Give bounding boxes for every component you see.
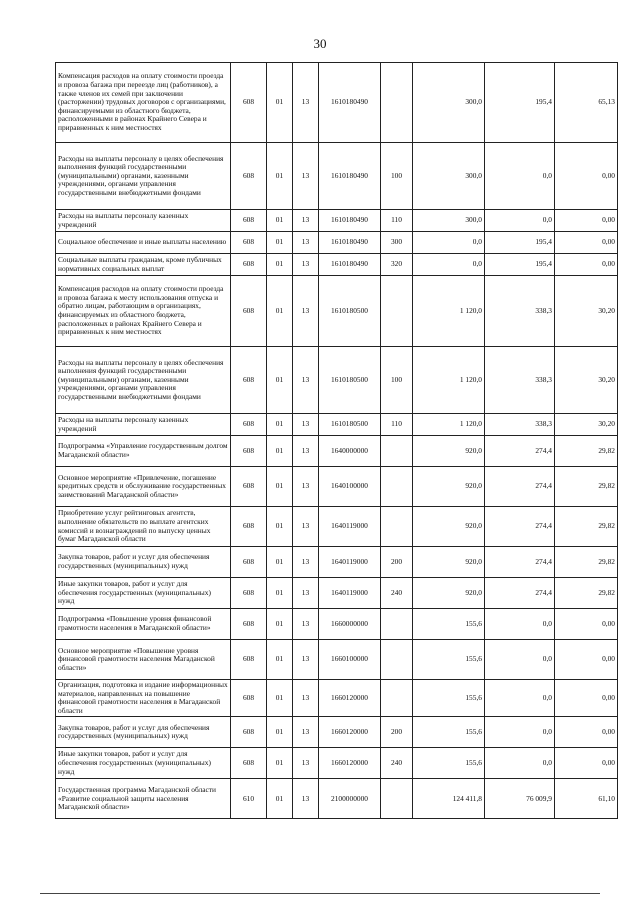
cell-ministry-code: 610 [231,779,267,819]
cell-execution-percent: 29,82 [555,547,618,578]
cell-executed-amount: 338,3 [485,347,555,414]
cell-ministry-code: 608 [231,276,267,347]
cell-execution-percent: 29,82 [555,436,618,467]
cell-executed-amount: 0,0 [485,210,555,232]
cell-subsection-code: 13 [293,210,319,232]
cell-section-code: 01 [267,414,293,436]
row-name: Закупка товаров, работ и услуг для обеспечения государственных (муниципальных) нужд [56,717,231,748]
cell-subsection-code: 13 [293,276,319,347]
budget-table-body [56,63,618,819]
cell-ministry-code: 608 [231,414,267,436]
row-name: Подпрограмма «Повышение уровня финансовой грамотности населения в Магаданской области» [56,609,231,640]
table-row [56,779,618,819]
row-name: Расходы на выплаты персоналу в целях обеспечения выполнения функций государственными (муниципальными) органами, казенными учреждениями, органами управления государственными внебюджетными фондами [56,347,231,414]
cell-section-code: 01 [267,347,293,414]
cell-subsection-code: 13 [293,232,319,254]
cell-target-article: 1640119000 [319,547,381,578]
table-row [56,414,618,436]
cell-subsection-code: 13 [293,748,319,779]
cell-expense-type: 240 [381,748,413,779]
cell-executed-amount: 0,0 [485,143,555,210]
cell-expense-type [381,276,413,347]
table-row [56,467,618,507]
cell-ministry-code: 608 [231,717,267,748]
cell-target-article: 2100000000 [319,779,381,819]
cell-section-code: 01 [267,507,293,547]
cell-ministry-code: 608 [231,680,267,717]
cell-target-article: 1610180500 [319,347,381,414]
cell-target-article: 1660120000 [319,748,381,779]
cell-execution-percent: 0,00 [555,254,618,276]
cell-subsection-code: 13 [293,717,319,748]
cell-target-article: 1660120000 [319,680,381,717]
cell-section-code: 01 [267,63,293,143]
row-name: Подпрограмма «Управление государственным долгом Магаданской области» [56,436,231,467]
table-row [56,254,618,276]
cell-target-article: 1660000000 [319,609,381,640]
cell-subsection-code: 13 [293,414,319,436]
cell-ministry-code: 608 [231,232,267,254]
table-row [56,578,618,609]
table-row [56,640,618,680]
cell-section-code: 01 [267,578,293,609]
cell-target-article: 1640119000 [319,507,381,547]
cell-section-code: 01 [267,210,293,232]
cell-subsection-code: 13 [293,143,319,210]
cell-subsection-code: 13 [293,436,319,467]
cell-subsection-code: 13 [293,578,319,609]
cell-executed-amount: 0,0 [485,680,555,717]
cell-planned-amount: 1 120,0 [413,414,485,436]
cell-expense-type [381,467,413,507]
cell-execution-percent: 30,20 [555,276,618,347]
cell-subsection-code: 13 [293,467,319,507]
table-row [56,547,618,578]
row-name: Расходы на выплаты персоналу казенных учреждений [56,414,231,436]
cell-planned-amount: 920,0 [413,507,485,547]
cell-planned-amount: 155,6 [413,640,485,680]
cell-target-article: 1660120000 [319,717,381,748]
cell-expense-type: 110 [381,414,413,436]
cell-target-article: 1610180490 [319,210,381,232]
cell-subsection-code: 13 [293,547,319,578]
cell-ministry-code: 608 [231,467,267,507]
cell-ministry-code: 608 [231,609,267,640]
cell-planned-amount: 124 411,8 [413,779,485,819]
cell-ministry-code: 608 [231,507,267,547]
cell-expense-type [381,640,413,680]
cell-planned-amount: 920,0 [413,436,485,467]
cell-target-article: 1610180490 [319,254,381,276]
table-row [56,210,618,232]
cell-section-code: 01 [267,436,293,467]
cell-execution-percent: 61,10 [555,779,618,819]
cell-expense-type: 200 [381,547,413,578]
cell-planned-amount: 0,0 [413,232,485,254]
table-row [56,232,618,254]
cell-section-code: 01 [267,609,293,640]
cell-execution-percent: 30,20 [555,347,618,414]
cell-section-code: 01 [267,717,293,748]
row-name: Компенсация расходов на оплату стоимости проезда и провоза багажа к месту использования отпуска и обратно лицам, работающим в организациях, финансируемых из областного бюджета, расположенных в районах Крайнего Севера и приравненных к ним местностях [56,276,231,347]
row-name: Организация, подготовка и издание информационных материалов, направленных на повышение финансовой грамотности населения в Магаданской области [56,680,231,717]
cell-execution-percent: 0,00 [555,748,618,779]
cell-executed-amount: 195,4 [485,254,555,276]
cell-execution-percent: 0,00 [555,232,618,254]
cell-execution-percent: 0,00 [555,210,618,232]
page-number: 30 [313,36,327,51]
cell-execution-percent: 0,00 [555,717,618,748]
table-row [56,748,618,779]
table-row [56,436,618,467]
cell-expense-type [381,507,413,547]
cell-section-code: 01 [267,640,293,680]
cell-expense-type: 240 [381,578,413,609]
cell-planned-amount: 155,6 [413,717,485,748]
cell-ministry-code: 608 [231,436,267,467]
table-row [56,63,618,143]
cell-execution-percent: 0,00 [555,143,618,210]
cell-subsection-code: 13 [293,779,319,819]
cell-section-code: 01 [267,547,293,578]
cell-planned-amount: 1 120,0 [413,347,485,414]
cell-target-article: 1640100000 [319,467,381,507]
row-name: Расходы на выплаты персоналу казенных учреждений [56,210,231,232]
row-name: Компенсация расходов на оплату стоимости проезда и провоза багажа при переезде лиц (работников), а также членов их семей при заключении (расторжении) трудовых договоров с организациями, финансируемыми из областного бюджета, расположенными в районах Крайнего Севера и приравненных к ним местностях [56,63,231,143]
cell-executed-amount: 274,4 [485,547,555,578]
cell-execution-percent: 29,82 [555,507,618,547]
cell-planned-amount: 155,6 [413,680,485,717]
cell-expense-type [381,609,413,640]
cell-planned-amount: 920,0 [413,547,485,578]
footer-divider [40,893,600,894]
cell-subsection-code: 13 [293,63,319,143]
cell-execution-percent: 0,00 [555,609,618,640]
row-name: Основное мероприятие «Привлечение, погашение кредитных средств и обслуживание государственных заимствований Магаданской области» [56,467,231,507]
cell-executed-amount: 0,0 [485,748,555,779]
cell-planned-amount: 920,0 [413,467,485,507]
cell-section-code: 01 [267,748,293,779]
cell-planned-amount: 1 120,0 [413,276,485,347]
cell-target-article: 1660100000 [319,640,381,680]
cell-subsection-code: 13 [293,254,319,276]
cell-target-article: 1610180490 [319,143,381,210]
cell-planned-amount: 155,6 [413,609,485,640]
cell-ministry-code: 608 [231,63,267,143]
cell-expense-type: 110 [381,210,413,232]
cell-ministry-code: 608 [231,547,267,578]
cell-planned-amount: 155,6 [413,748,485,779]
cell-section-code: 01 [267,276,293,347]
row-name: Основное мероприятие «Повышение уровня финансовой грамотности населения Магаданской области» [56,640,231,680]
cell-ministry-code: 608 [231,143,267,210]
row-name: Закупка товаров, работ и услуг для обеспечения государственных (муниципальных) нужд [56,547,231,578]
cell-target-article: 1610180500 [319,414,381,436]
cell-executed-amount: 274,4 [485,507,555,547]
row-name: Социальное обеспечение и иные выплаты населению [56,232,231,254]
cell-target-article: 1610180490 [319,232,381,254]
cell-section-code: 01 [267,467,293,507]
cell-executed-amount: 195,4 [485,63,555,143]
cell-executed-amount: 0,0 [485,717,555,748]
row-name: Социальные выплаты гражданам, кроме публичных нормативных социальных выплат [56,254,231,276]
cell-expense-type: 100 [381,347,413,414]
table-row [56,680,618,717]
cell-section-code: 01 [267,232,293,254]
table-row [56,347,618,414]
row-name: Государственная программа Магаданской области «Развитие социальной защиты населения Магаданской области» [56,779,231,819]
cell-subsection-code: 13 [293,640,319,680]
cell-ministry-code: 608 [231,748,267,779]
table-row [56,276,618,347]
cell-executed-amount: 274,4 [485,467,555,507]
cell-target-article: 1640000000 [319,436,381,467]
cell-ministry-code: 608 [231,254,267,276]
cell-target-article: 1610180500 [319,276,381,347]
cell-execution-percent: 0,00 [555,640,618,680]
cell-executed-amount: 76 009,9 [485,779,555,819]
cell-ministry-code: 608 [231,347,267,414]
cell-expense-type: 320 [381,254,413,276]
table-row [56,507,618,547]
cell-target-article: 1640119000 [319,578,381,609]
row-name: Иные закупки товаров, работ и услуг для обеспечения государственных (муниципальных) нужд [56,748,231,779]
cell-expense-type [381,436,413,467]
cell-subsection-code: 13 [293,609,319,640]
cell-planned-amount: 0,0 [413,254,485,276]
budget-table [55,62,618,819]
cell-expense-type: 300 [381,232,413,254]
cell-execution-percent: 65,13 [555,63,618,143]
cell-subsection-code: 13 [293,347,319,414]
cell-ministry-code: 608 [231,210,267,232]
cell-execution-percent: 0,00 [555,680,618,717]
table-row [56,143,618,210]
cell-execution-percent: 30,20 [555,414,618,436]
cell-expense-type [381,779,413,819]
row-name: Приобретение услуг рейтинговых агентств, выполнение обязательств по выплате агентских комиссий и вознаграждений по выпуску ценных бумаг Магаданской области [56,507,231,547]
cell-executed-amount: 0,0 [485,609,555,640]
cell-execution-percent: 29,82 [555,578,618,609]
cell-target-article: 1610180490 [319,63,381,143]
cell-expense-type: 200 [381,717,413,748]
table-row [56,717,618,748]
cell-executed-amount: 338,3 [485,414,555,436]
cell-ministry-code: 608 [231,640,267,680]
cell-section-code: 01 [267,779,293,819]
cell-expense-type [381,63,413,143]
cell-expense-type: 100 [381,143,413,210]
cell-section-code: 01 [267,143,293,210]
cell-executed-amount: 195,4 [485,232,555,254]
cell-planned-amount: 300,0 [413,63,485,143]
row-name: Расходы на выплаты персоналу в целях обеспечения выполнения функций государственными (муниципальными) органами, казенными учреждениями, органами управления государственными внебюджетными фондами [56,143,231,210]
cell-planned-amount: 300,0 [413,143,485,210]
cell-planned-amount: 920,0 [413,578,485,609]
cell-section-code: 01 [267,254,293,276]
cell-planned-amount: 300,0 [413,210,485,232]
cell-section-code: 01 [267,680,293,717]
cell-expense-type [381,680,413,717]
table-row [56,609,618,640]
cell-executed-amount: 274,4 [485,436,555,467]
cell-subsection-code: 13 [293,507,319,547]
cell-ministry-code: 608 [231,578,267,609]
row-name: Иные закупки товаров, работ и услуг для обеспечения государственных (муниципальных) нужд [56,578,231,609]
cell-subsection-code: 13 [293,680,319,717]
cell-executed-amount: 0,0 [485,640,555,680]
cell-executed-amount: 338,3 [485,276,555,347]
cell-execution-percent: 29,82 [555,467,618,507]
cell-executed-amount: 274,4 [485,578,555,609]
